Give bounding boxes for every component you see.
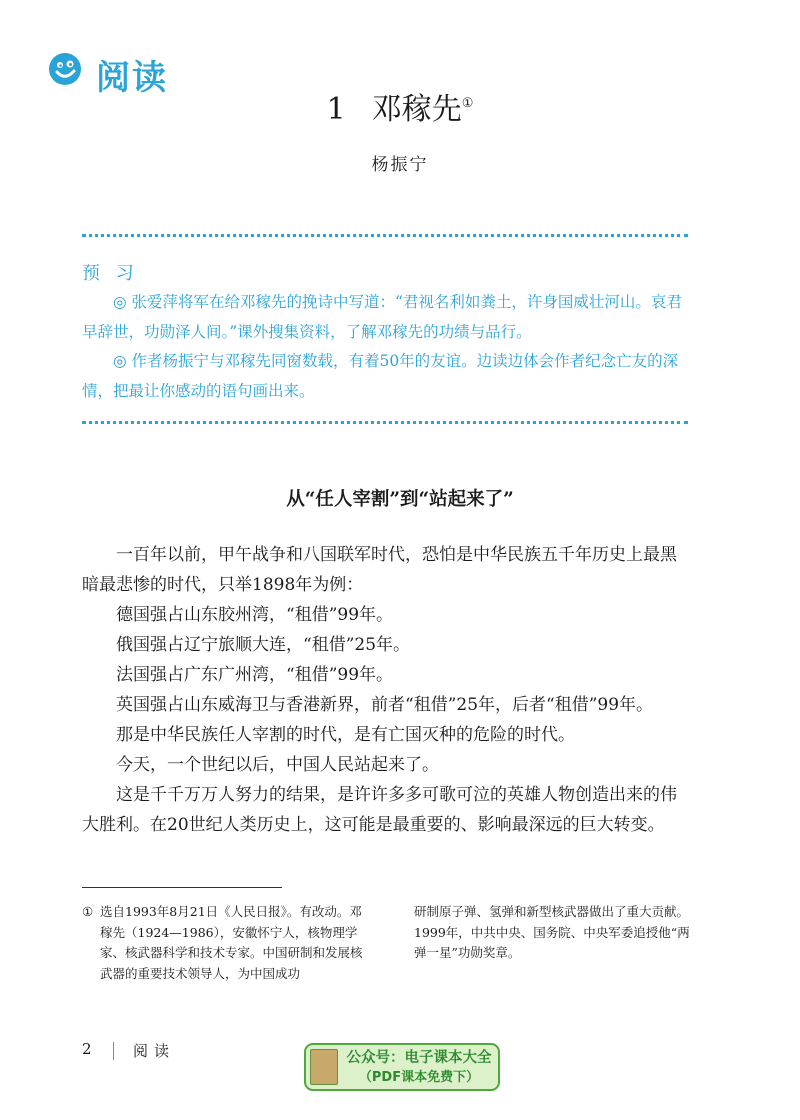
- section-heading: 从“任人宰割”到“站起来了”: [286, 489, 514, 510]
- body-paragraph: 法国强占广东广州湾，“租借”99年。: [116, 665, 394, 685]
- lesson-number: 1: [326, 92, 346, 127]
- body-paragraph: 俄国强占辽宁旅顺大连，“租借”25年。: [116, 635, 411, 655]
- body-paragraph: 一百年以前，甲午战争和八国联军时代，恐怕是中华民族五千年历史上最黑暗最悲惨的时代，只举1898年为例：: [82, 545, 677, 595]
- body-paragraph: 德国强占山东胶州湾，“租借”99年。: [116, 605, 394, 625]
- lesson-title: [0, 86, 800, 134]
- dotted-divider-bottom: [82, 421, 688, 424]
- preview-paragraph: [82, 347, 690, 406]
- footnote-rule: [82, 887, 282, 888]
- book-cover-icon: [310, 1049, 338, 1085]
- author: 杨振宁: [371, 155, 429, 175]
- footnote-marker-link[interactable]: ①: [461, 96, 474, 111]
- preview-label: 预 习: [82, 263, 139, 284]
- footnote-right-column: 研制原子弹、氢弹和新型核武器做出了重大贡献。1999年，中共中央、国务院、中央军委追授他“两弹一星”功勋奖章。: [414, 904, 690, 960]
- section-title: 阅读: [96, 58, 168, 98]
- footer-separator: [113, 1042, 114, 1060]
- preview-paragraph-text: ◎ 作者杨振宁与邓稼先同窗数载，有着50年的友谊。边读边体会作者纪念亡友的深情，把最让你感动的语句画出来。: [82, 352, 679, 400]
- lesson-title-text: 邓稼先: [371, 92, 462, 127]
- footer-section-label: 阅读: [133, 1042, 176, 1060]
- watermark-line1: 公众号：电子课本大全: [346, 1050, 492, 1066]
- preview-paragraph-text: ◎ 张爱萍将军在给邓稼先的挽诗中写道：“君视名利如粪土，许身国威壮河山。哀君早辞世，功勋泽人间。”课外搜集资料，了解邓稼先的功绩与品行。: [82, 293, 682, 341]
- body-paragraph: 这是千千万万人努力的结果，是许许多多可歌可泣的英雄人物创造出来的伟大胜利。在20世纪人类历史上，这可能是最重要的、影响最深远的巨大转变。: [82, 785, 677, 835]
- preview-paragraph: [82, 288, 690, 347]
- dotted-divider-top: [82, 234, 688, 237]
- watermark-line2: （PDF课本免费下）: [358, 1070, 480, 1085]
- body-paragraph: 英国强占山东威海卫与香港新界，前者“租借”25年，后者“租借”99年。: [116, 695, 654, 715]
- body-paragraph: 今天，一个世纪以后，中国人民站起来了。: [116, 755, 439, 775]
- footnote-left-column: [82, 902, 372, 984]
- body-paragraph: 那是中华民族任人宰割的时代，是有亡国灭种的危险的时代。: [116, 725, 575, 745]
- body-text: [82, 540, 692, 840]
- footnote-text: 选自1993年8月21日《人民日报》。有改动。邓稼先（1924—1986），安徽怀宁人，核物理学家、核武器科学和技术专家。中国研制和发展核武器的重要技术领导人，为中国成功: [100, 904, 363, 981]
- page-number: 2: [82, 1040, 92, 1058]
- footnote-marker: ①: [82, 904, 94, 919]
- smiley-face-icon: [48, 52, 82, 86]
